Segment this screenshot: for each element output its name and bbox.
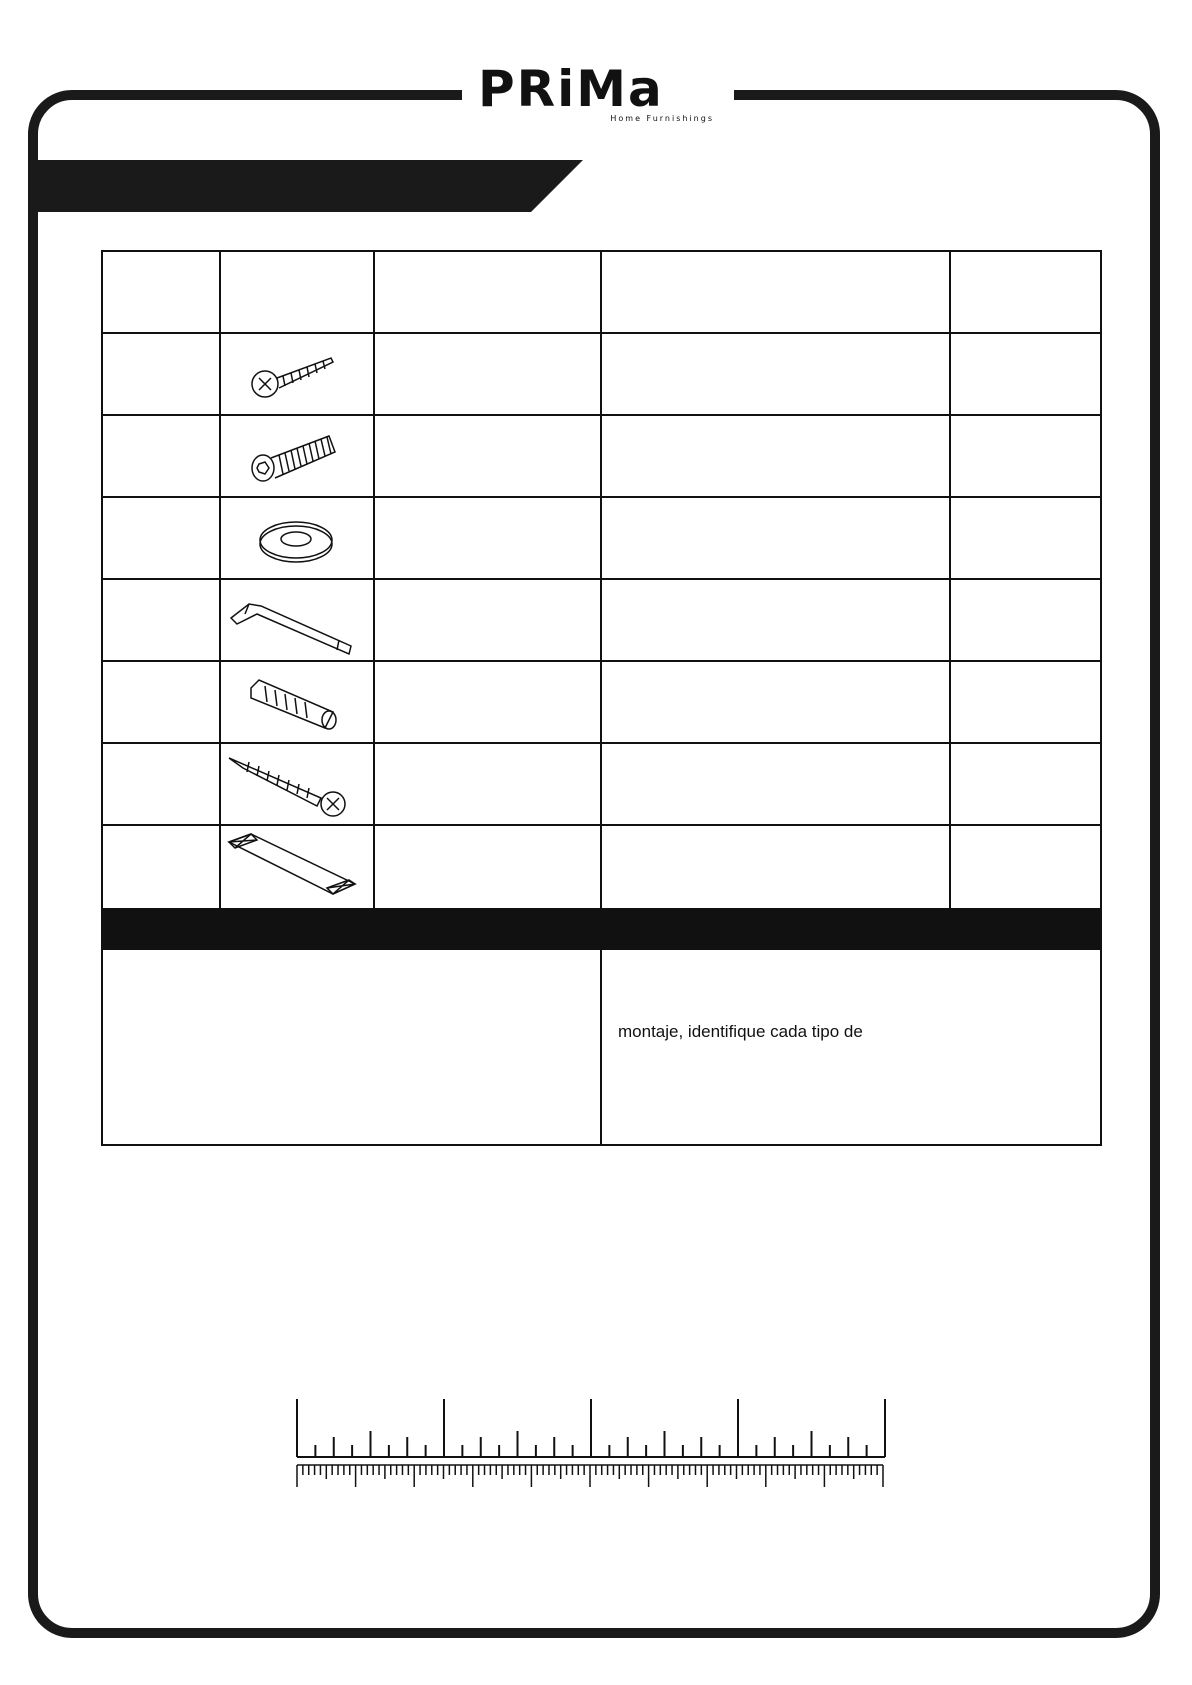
row-divider: [103, 578, 1100, 580]
wall-screw-icon: [221, 746, 371, 824]
row-divider: [103, 332, 1100, 334]
logo-wordmark: PRiMa: [478, 60, 664, 118]
notes-header-bar: [103, 908, 1100, 950]
col-divider: [949, 252, 951, 908]
hardware-table: [101, 250, 1102, 1146]
row-divider: [103, 742, 1100, 744]
section-title-banner: [38, 160, 583, 212]
measurement-ruler: [295, 1395, 887, 1501]
row-divider: [103, 414, 1100, 416]
col-divider: [600, 252, 602, 908]
brand-logo: [478, 62, 718, 128]
row-divider: [103, 660, 1100, 662]
assembly-note-es: montaje, identifique cada tipo de: [618, 1022, 863, 1041]
row-divider: [103, 824, 1100, 826]
pan-head-screw-icon: [221, 336, 371, 414]
col-divider: [373, 252, 375, 908]
allen-key-icon: [221, 582, 371, 660]
notes-divider: [600, 950, 602, 1144]
logo-subtitle: Home Furnishings: [610, 114, 714, 123]
anti-tip-strap-icon: [221, 828, 371, 906]
allen-bolt-icon: [221, 418, 371, 496]
row-divider: [103, 496, 1100, 498]
flat-washer-icon: [221, 500, 371, 578]
wall-plug-anchor-icon: [221, 664, 371, 742]
